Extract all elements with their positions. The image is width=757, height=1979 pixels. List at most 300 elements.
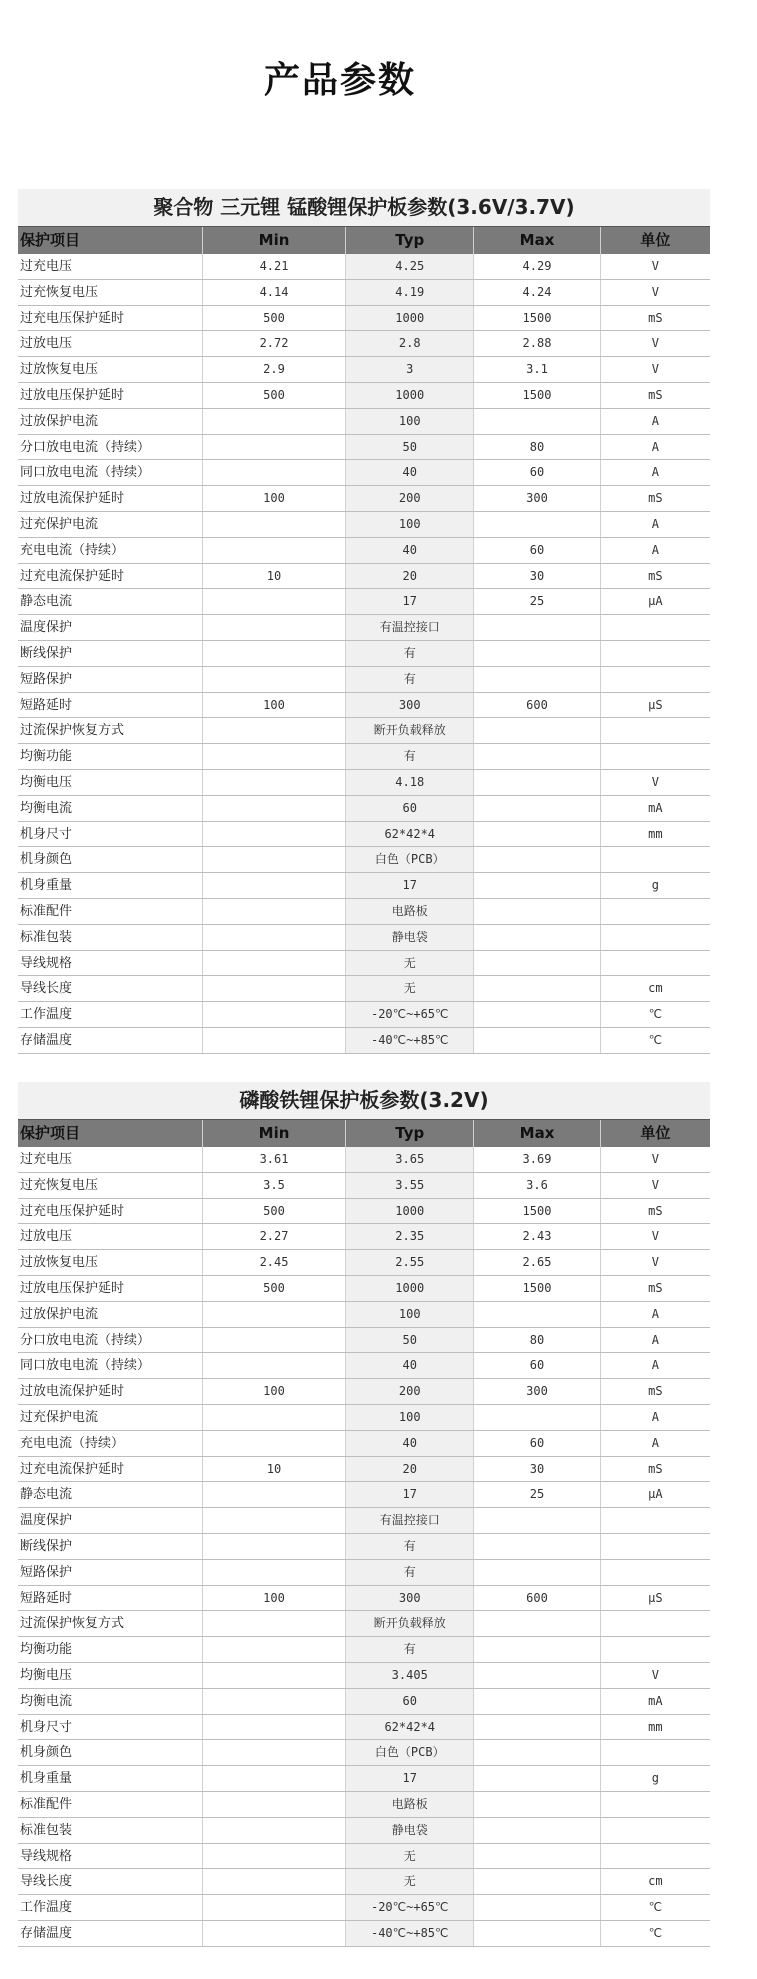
max-value: [473, 409, 599, 434]
unit-value: μS: [600, 693, 710, 718]
max-value: 300: [473, 486, 599, 511]
min-value: 10: [202, 564, 345, 589]
unit-value: V: [600, 1224, 710, 1249]
typ-value: 4.18: [345, 770, 473, 795]
table-row: [18, 383, 710, 409]
table-row: [18, 1508, 710, 1534]
max-value: [473, 1740, 599, 1765]
unit-value: mA: [600, 796, 710, 821]
unit-value: μA: [600, 1482, 710, 1507]
max-value: 3.69: [473, 1147, 599, 1172]
header-unit: 单位: [600, 1120, 710, 1147]
table-row: [18, 1250, 710, 1276]
header-min: Min: [202, 1120, 345, 1147]
table-row: [18, 770, 710, 796]
typ-value: 20: [345, 564, 473, 589]
unit-value: mS: [600, 1199, 710, 1224]
typ-value: 断开负载释放: [345, 718, 473, 743]
typ-value: 有温控接口: [345, 615, 473, 640]
typ-value: 1000: [345, 1199, 473, 1224]
unit-value: [600, 1508, 710, 1533]
typ-value: 60: [345, 1689, 473, 1714]
unit-value: [600, 1844, 710, 1869]
max-value: [473, 744, 599, 769]
param-name: 过放电流保护延时: [20, 1384, 125, 1400]
unit-value: [600, 1740, 710, 1765]
param-name: 均衡电压: [20, 774, 73, 790]
param-name: 均衡功能: [20, 749, 73, 765]
max-value: 60: [473, 1431, 599, 1456]
param-name: 导线长度: [20, 981, 73, 997]
table-row: [18, 1921, 710, 1947]
param-name: 存储温度: [20, 1925, 73, 1941]
table-row: [18, 796, 710, 822]
min-value: [202, 1482, 345, 1507]
param-name: 同口放电电流（持续）: [20, 1358, 151, 1374]
typ-value: 1000: [345, 306, 473, 331]
table-row: [18, 615, 710, 641]
table-row: [18, 1689, 710, 1715]
table-row: [18, 847, 710, 873]
max-value: 80: [473, 1328, 599, 1353]
header-typ: Typ: [345, 1120, 473, 1147]
unit-value: mS: [600, 306, 710, 331]
table-row: [18, 1353, 710, 1379]
min-value: 2.27: [202, 1224, 345, 1249]
min-value: [202, 460, 345, 485]
unit-value: mA: [600, 1689, 710, 1714]
min-value: [202, 1560, 345, 1585]
table-row: [18, 899, 710, 925]
min-value: [202, 822, 345, 847]
typ-value: 无: [345, 1844, 473, 1869]
max-value: [473, 1663, 599, 1688]
min-value: [202, 409, 345, 434]
table-row: [18, 435, 710, 461]
param-name: 机身颜色: [20, 852, 73, 868]
typ-value: 断开负载释放: [345, 1611, 473, 1636]
min-value: [202, 976, 345, 1001]
min-value: 500: [202, 383, 345, 408]
table-row: [18, 1792, 710, 1818]
unit-value: A: [600, 460, 710, 485]
params-table-lifepo4: [18, 1082, 710, 1947]
min-value: [202, 1715, 345, 1740]
min-value: [202, 1663, 345, 1688]
max-value: [473, 1002, 599, 1027]
min-value: [202, 1431, 345, 1456]
min-value: [202, 1921, 345, 1946]
min-value: [202, 796, 345, 821]
min-value: [202, 1353, 345, 1378]
param-name: 过充电压: [20, 259, 73, 274]
param-name: 导线长度: [20, 1874, 73, 1890]
unit-value: V: [600, 1173, 710, 1198]
max-value: [473, 847, 599, 872]
min-value: [202, 1637, 345, 1662]
max-value: [473, 1689, 599, 1714]
param-name: 均衡电压: [20, 1667, 73, 1683]
table-row: [18, 1663, 710, 1689]
unit-value: [600, 899, 710, 924]
param-name: 过放电压保护延时: [20, 1280, 125, 1296]
param-name: 温度保护: [20, 620, 73, 636]
table-row: [18, 822, 710, 848]
unit-value: ℃: [600, 1921, 710, 1946]
table-row: [18, 1844, 710, 1870]
header-max: Max: [473, 227, 599, 254]
min-value: 100: [202, 486, 345, 511]
min-value: [202, 1818, 345, 1843]
min-value: 500: [202, 1276, 345, 1301]
typ-value: -20℃~+65℃: [345, 1895, 473, 1920]
param-name: 短路保护: [20, 671, 73, 687]
typ-value: 40: [345, 1431, 473, 1456]
param-name: 标准配件: [20, 903, 73, 919]
typ-value: 有: [345, 1534, 473, 1559]
param-name: 充电电流（持续）: [20, 1435, 125, 1451]
table-row: [18, 1534, 710, 1560]
typ-value: 3: [345, 357, 473, 382]
typ-value: 300: [345, 1586, 473, 1611]
unit-value: V: [600, 1250, 710, 1275]
param-name: 标准包装: [20, 929, 73, 945]
table-row: [18, 1818, 710, 1844]
param-name: 过放电压保护延时: [20, 387, 125, 403]
unit-value: [600, 1560, 710, 1585]
min-value: [202, 899, 345, 924]
min-value: 3.61: [202, 1147, 345, 1172]
param-name: 过充电压保护延时: [20, 1203, 125, 1219]
typ-value: 静电袋: [345, 1818, 473, 1843]
table-row: [18, 951, 710, 977]
param-name: 静态电流: [20, 1487, 73, 1503]
header-item: 保护项目: [20, 231, 81, 249]
min-value: 4.14: [202, 280, 345, 305]
param-name: 过充保护电流: [20, 1409, 99, 1425]
max-value: [473, 1792, 599, 1817]
min-value: 100: [202, 693, 345, 718]
max-value: [473, 976, 599, 1001]
unit-value: [600, 1792, 710, 1817]
max-value: [473, 951, 599, 976]
min-value: [202, 1689, 345, 1714]
unit-value: [600, 1637, 710, 1662]
typ-value: 电路板: [345, 899, 473, 924]
page-title: 产品参数: [263, 60, 416, 101]
typ-value: 100: [345, 1302, 473, 1327]
min-value: [202, 718, 345, 743]
min-value: [202, 1028, 345, 1053]
typ-value: 1000: [345, 383, 473, 408]
max-value: 30: [473, 1457, 599, 1482]
table-body: [18, 1147, 710, 1947]
max-value: 4.24: [473, 280, 599, 305]
unit-value: cm: [600, 1869, 710, 1894]
table-row: [18, 1715, 710, 1741]
table-header: [18, 1119, 710, 1147]
max-value: [473, 1715, 599, 1740]
table-row: [18, 1457, 710, 1483]
max-value: 60: [473, 460, 599, 485]
table-row: [18, 409, 710, 435]
min-value: 4.21: [202, 254, 345, 279]
min-value: [202, 589, 345, 614]
table-row: [18, 667, 710, 693]
param-name: 过充恢复电压: [20, 284, 99, 300]
max-value: [473, 512, 599, 537]
param-name: 过充保护电流: [20, 516, 99, 532]
table-row: [18, 538, 710, 564]
unit-value: A: [600, 1353, 710, 1378]
unit-value: [600, 667, 710, 692]
max-value: [473, 873, 599, 898]
table-row: [18, 693, 710, 719]
typ-value: 2.55: [345, 1250, 473, 1275]
param-name: 工作温度: [20, 1900, 73, 1916]
table-row: [18, 1740, 710, 1766]
max-value: [473, 1869, 599, 1894]
min-value: [202, 847, 345, 872]
typ-value: 4.19: [345, 280, 473, 305]
table-row: [18, 564, 710, 590]
min-value: [202, 1869, 345, 1894]
table-row: [18, 718, 710, 744]
table-row: [18, 1028, 710, 1054]
table-row: [18, 486, 710, 512]
typ-value: 有: [345, 1637, 473, 1662]
min-value: 100: [202, 1586, 345, 1611]
table-row: [18, 1431, 710, 1457]
table-row: [18, 1002, 710, 1028]
min-value: [202, 744, 345, 769]
param-name: 过流保护恢复方式: [20, 723, 125, 739]
param-name: 均衡电流: [20, 1693, 73, 1709]
max-value: 1500: [473, 1199, 599, 1224]
min-value: [202, 770, 345, 795]
typ-value: 无: [345, 1869, 473, 1894]
max-value: [473, 770, 599, 795]
unit-value: A: [600, 1405, 710, 1430]
min-value: [202, 1766, 345, 1791]
table-header: [18, 226, 710, 254]
unit-value: V: [600, 770, 710, 795]
typ-value: 17: [345, 1482, 473, 1507]
typ-value: 17: [345, 1766, 473, 1791]
unit-value: mS: [600, 1379, 710, 1404]
unit-value: ℃: [600, 1895, 710, 1920]
param-name: 过放保护电流: [20, 1306, 99, 1322]
typ-value: 17: [345, 589, 473, 614]
typ-value: 电路板: [345, 1792, 473, 1817]
min-value: [202, 873, 345, 898]
table-row: [18, 1276, 710, 1302]
table-row: [18, 460, 710, 486]
param-name: 断线保护: [20, 645, 73, 661]
param-name: 存储温度: [20, 1032, 73, 1048]
param-name: 过放恢复电压: [20, 362, 99, 378]
max-value: [473, 718, 599, 743]
typ-value: 62*42*4: [345, 1715, 473, 1740]
unit-value: V: [600, 280, 710, 305]
unit-value: mm: [600, 822, 710, 847]
typ-value: 40: [345, 538, 473, 563]
max-value: [473, 1508, 599, 1533]
typ-value: 17: [345, 873, 473, 898]
unit-value: V: [600, 331, 710, 356]
param-name: 过充电流保护延时: [20, 1461, 125, 1477]
param-name: 均衡功能: [20, 1642, 73, 1658]
table-row: [18, 925, 710, 951]
typ-value: -40℃~+85℃: [345, 1028, 473, 1053]
unit-value: [600, 641, 710, 666]
typ-value: 2.8: [345, 331, 473, 356]
param-name: 工作温度: [20, 1007, 73, 1023]
max-value: 1500: [473, 1276, 599, 1301]
min-value: [202, 1844, 345, 1869]
max-value: 3.6: [473, 1173, 599, 1198]
param-name: 短路保护: [20, 1564, 73, 1580]
typ-value: 3.55: [345, 1173, 473, 1198]
min-value: 100: [202, 1379, 345, 1404]
max-value: 60: [473, 1353, 599, 1378]
max-value: 2.88: [473, 331, 599, 356]
max-value: [473, 1921, 599, 1946]
typ-value: 50: [345, 1328, 473, 1353]
min-value: 3.5: [202, 1173, 345, 1198]
unit-value: A: [600, 409, 710, 434]
param-name: 机身尺寸: [20, 1719, 73, 1735]
max-value: [473, 667, 599, 692]
max-value: 80: [473, 435, 599, 460]
table-row: [18, 1328, 710, 1354]
param-name: 过放保护电流: [20, 413, 99, 429]
param-name: 过流保护恢复方式: [20, 1616, 125, 1632]
min-value: [202, 1508, 345, 1533]
unit-value: [600, 718, 710, 743]
unit-value: V: [600, 254, 710, 279]
unit-value: μA: [600, 589, 710, 614]
table-row: [18, 1482, 710, 1508]
max-value: 1500: [473, 306, 599, 331]
min-value: 10: [202, 1457, 345, 1482]
min-value: [202, 435, 345, 460]
table-row: [18, 331, 710, 357]
max-value: [473, 1844, 599, 1869]
table-row: [18, 1405, 710, 1431]
unit-value: mS: [600, 383, 710, 408]
max-value: [473, 1637, 599, 1662]
param-name: 标准包装: [20, 1822, 73, 1838]
param-name: 导线规格: [20, 1848, 73, 1864]
typ-value: 20: [345, 1457, 473, 1482]
typ-value: 静电袋: [345, 925, 473, 950]
max-value: [473, 1766, 599, 1791]
unit-value: [600, 925, 710, 950]
param-name: 标准配件: [20, 1796, 73, 1812]
max-value: [473, 1302, 599, 1327]
unit-value: [600, 744, 710, 769]
unit-value: A: [600, 1302, 710, 1327]
unit-value: V: [600, 1663, 710, 1688]
max-value: [473, 1818, 599, 1843]
unit-value: mS: [600, 1457, 710, 1482]
unit-value: A: [600, 512, 710, 537]
min-value: [202, 641, 345, 666]
param-name: 静态电流: [20, 594, 73, 610]
unit-value: A: [600, 435, 710, 460]
min-value: [202, 667, 345, 692]
table-row: [18, 1147, 710, 1173]
param-name: 过放电压: [20, 1229, 73, 1245]
unit-value: [600, 615, 710, 640]
max-value: [473, 822, 599, 847]
param-name: 过充电流保护延时: [20, 568, 125, 584]
max-value: [473, 641, 599, 666]
min-value: [202, 1534, 345, 1559]
max-value: 3.1: [473, 357, 599, 382]
typ-value: 100: [345, 1405, 473, 1430]
unit-value: A: [600, 538, 710, 563]
typ-value: 50: [345, 435, 473, 460]
max-value: [473, 1560, 599, 1585]
unit-value: mS: [600, 564, 710, 589]
min-value: [202, 925, 345, 950]
unit-value: [600, 951, 710, 976]
max-value: [473, 925, 599, 950]
typ-value: 100: [345, 409, 473, 434]
max-value: [473, 796, 599, 821]
table-body: [18, 254, 710, 1054]
typ-value: 200: [345, 1379, 473, 1404]
typ-value: 有温控接口: [345, 1508, 473, 1533]
max-value: [473, 1028, 599, 1053]
min-value: [202, 1792, 345, 1817]
typ-value: -20℃~+65℃: [345, 1002, 473, 1027]
max-value: [473, 899, 599, 924]
typ-value: 白色（PCB）: [345, 847, 473, 872]
param-name: 机身重量: [20, 1771, 73, 1787]
table-row: [18, 1895, 710, 1921]
param-name: 导线规格: [20, 955, 73, 971]
table-row: [18, 1379, 710, 1405]
unit-value: [600, 847, 710, 872]
table-row: [18, 1637, 710, 1663]
typ-value: 62*42*4: [345, 822, 473, 847]
max-value: 2.43: [473, 1224, 599, 1249]
typ-value: 2.35: [345, 1224, 473, 1249]
param-name: 同口放电电流（持续）: [20, 465, 151, 481]
table-row: [18, 1869, 710, 1895]
typ-value: 有: [345, 641, 473, 666]
unit-value: g: [600, 1766, 710, 1791]
typ-value: -40℃~+85℃: [345, 1921, 473, 1946]
unit-value: mS: [600, 1276, 710, 1301]
max-value: 60: [473, 538, 599, 563]
table-row: [18, 1586, 710, 1612]
table-row: [18, 1199, 710, 1225]
params-table-ternary: [18, 189, 710, 1054]
min-value: 2.9: [202, 357, 345, 382]
min-value: [202, 1328, 345, 1353]
min-value: [202, 615, 345, 640]
min-value: 500: [202, 306, 345, 331]
typ-value: 有: [345, 744, 473, 769]
unit-value: mS: [600, 486, 710, 511]
table-row: [18, 512, 710, 538]
header-min: Min: [202, 227, 345, 254]
min-value: 2.45: [202, 1250, 345, 1275]
